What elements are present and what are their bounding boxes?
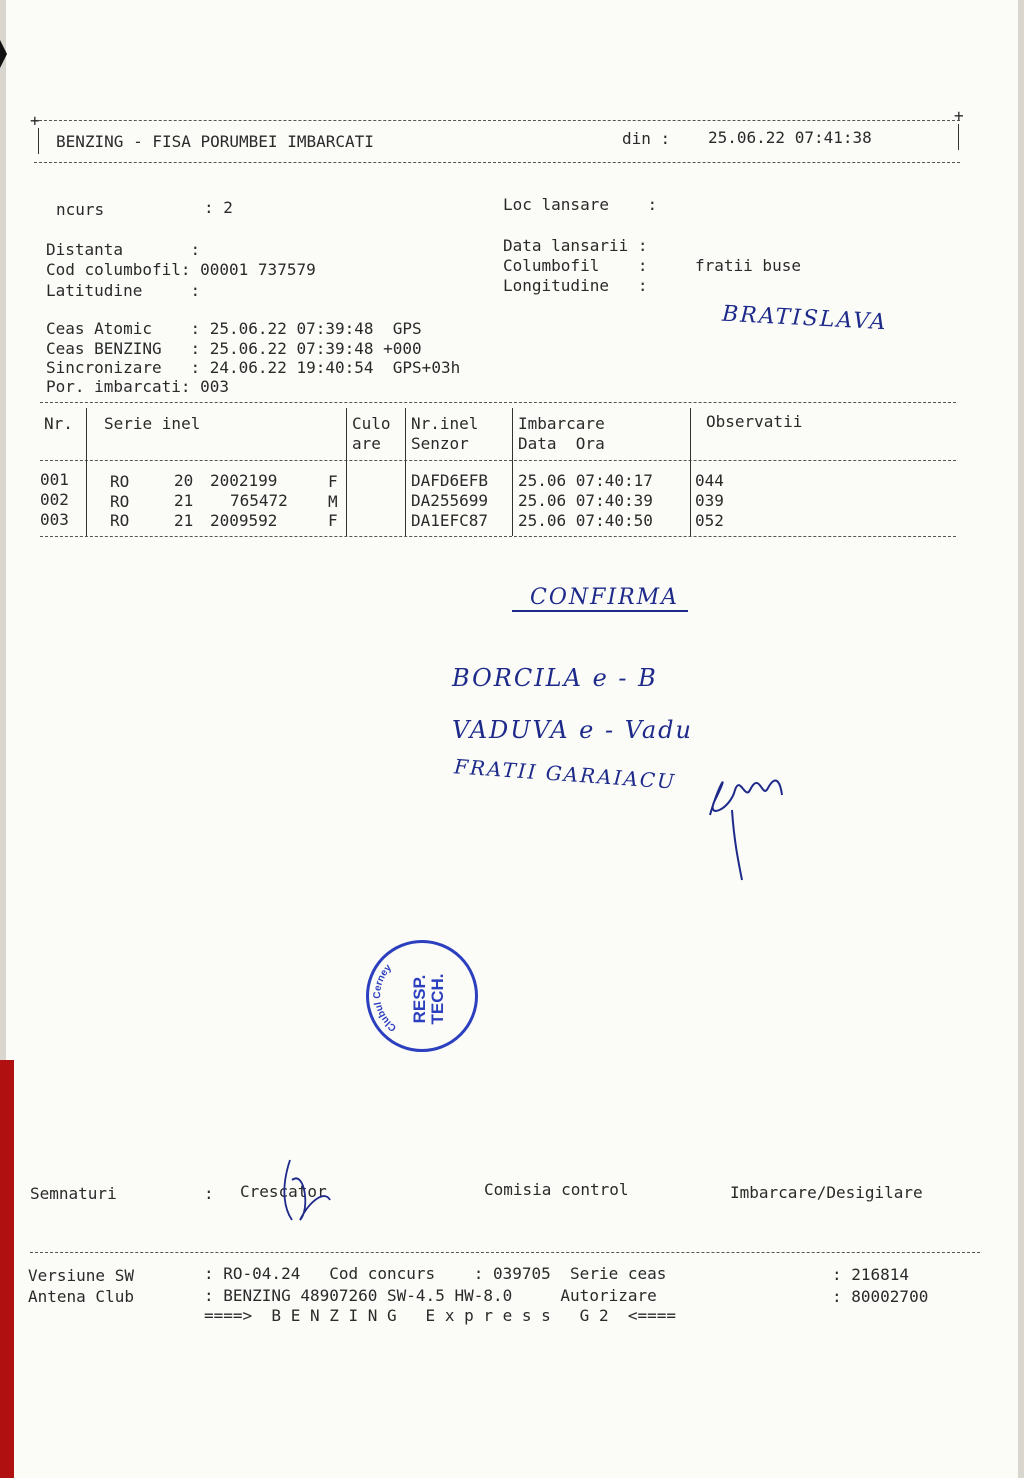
col-header-imbarcare-1: Imbarcare bbox=[518, 414, 605, 433]
row-year: 21 bbox=[174, 491, 194, 510]
longitudine-label: Longitudine : bbox=[503, 276, 648, 295]
club-stamp bbox=[366, 940, 478, 1052]
corner-mark bbox=[0, 40, 7, 68]
row-obs: 039 bbox=[695, 491, 724, 510]
row-country: RO bbox=[110, 511, 130, 530]
antena-label: Antena Club bbox=[28, 1287, 134, 1306]
antena-line: : BENZING 48907260 SW-4.5 HW-8.0 Autorizare bbox=[204, 1286, 657, 1305]
date-value: 25.06.22 07:41:38 bbox=[708, 128, 872, 147]
handwritten-confirm-title: CONFIRMA bbox=[530, 585, 680, 610]
concurs-label: ncurs bbox=[56, 200, 105, 219]
col-header-nrinel-1: Nr.inel bbox=[411, 414, 479, 433]
data-lansarii-label: Data lansarii : bbox=[503, 236, 648, 255]
col-sep-1 bbox=[86, 408, 87, 536]
document-title: BENZING - FISA PORUMBEI IMBARCATI bbox=[56, 132, 374, 151]
header-corner-tr: + bbox=[954, 106, 964, 125]
header-corner-tl: + bbox=[30, 111, 40, 130]
signatures-colon: : bbox=[204, 1184, 214, 1203]
stamp-center bbox=[411, 969, 447, 1029]
table-header-rule bbox=[40, 460, 956, 461]
concurs-value: : 2 bbox=[204, 198, 233, 217]
distanta-label: Distanta : bbox=[46, 240, 201, 259]
col-header-nr: Nr. bbox=[44, 414, 73, 433]
header-left-border bbox=[38, 128, 39, 154]
loc-lansare-label: Loc lansare : bbox=[503, 195, 658, 214]
comisia-label: Comisia control bbox=[484, 1180, 629, 1199]
col-header-observatii: Observatii bbox=[706, 412, 803, 431]
handwritten-location: BRATISLAVA bbox=[721, 301, 889, 336]
col-header-nrinel-2: Senzor bbox=[411, 434, 469, 453]
row-sensor: DAFD6EFB bbox=[411, 471, 489, 490]
table-bottom-rule bbox=[40, 536, 956, 537]
sincronizare: Sincronizare : 24.06.22 19:40:54 GPS+03h bbox=[46, 358, 461, 377]
imbarcare-label: Imbarcare/Desigilare bbox=[730, 1183, 923, 1202]
table-top-rule bbox=[40, 402, 956, 403]
col-sep-3 bbox=[405, 408, 406, 536]
red-background-strip bbox=[0, 1060, 14, 1478]
row-obs: 044 bbox=[695, 471, 724, 490]
row-datetime: 25.06 07:40:50 bbox=[518, 511, 653, 530]
row-sex: F bbox=[328, 472, 338, 491]
crescator-signature bbox=[270, 1150, 350, 1230]
row-nr: 003 bbox=[40, 510, 69, 529]
row-year: 21 bbox=[174, 511, 194, 530]
row-datetime: 25.06 07:40:17 bbox=[518, 471, 653, 490]
header-bottom-rule bbox=[34, 162, 960, 163]
row-ring: 765472 bbox=[230, 491, 288, 510]
stamp-line-1: RESP. bbox=[410, 974, 429, 1024]
svg-text:Clubul Cerney: Clubul Cerney bbox=[372, 962, 399, 1034]
row-nr: 001 bbox=[40, 470, 69, 489]
row-country: RO bbox=[110, 472, 130, 491]
ceas-benzing: Ceas BENZING : 25.06.22 07:39:48 +000 bbox=[46, 339, 422, 358]
row-sex: M bbox=[328, 492, 338, 511]
latitudine-label: Latitudine : bbox=[46, 281, 201, 300]
autorizare-value: : 80002700 bbox=[832, 1287, 929, 1306]
versiune-label: Versiune SW bbox=[28, 1266, 134, 1285]
col-sep-4 bbox=[512, 408, 513, 536]
versiune-line: : RO-04.24 Cod concurs : 039705 Serie ceas bbox=[204, 1264, 667, 1283]
col-header-culoare-1: Culo bbox=[352, 414, 391, 433]
row-ring: 2009592 bbox=[210, 511, 278, 530]
col-sep-5 bbox=[690, 408, 691, 536]
row-sensor: DA1EFC87 bbox=[411, 511, 489, 530]
row-country: RO bbox=[110, 492, 130, 511]
serie-ceas-value: : 216814 bbox=[832, 1265, 910, 1284]
confirm-underline bbox=[512, 610, 688, 612]
signatures-label: Semnaturi bbox=[30, 1184, 117, 1203]
benzing-express-banner: ====> B E N Z I N G E x p r e s s G 2 <==== bbox=[204, 1306, 677, 1325]
handwritten-line-3: FRATII GARAIACU bbox=[453, 754, 677, 794]
row-obs: 052 bbox=[695, 511, 724, 530]
handwritten-line-2: VADUVA e - Vadu bbox=[452, 716, 693, 744]
col-header-culoare-2: are bbox=[352, 434, 381, 453]
cod-columbofil: Cod columbofil: 00001 737579 bbox=[46, 260, 316, 279]
row-year: 20 bbox=[174, 471, 194, 490]
header-right-border bbox=[958, 124, 959, 150]
handwritten-signature bbox=[690, 760, 800, 890]
columbofil-label: Columbofil : bbox=[503, 256, 648, 275]
date-label: din : bbox=[622, 129, 671, 148]
stamp-line-2: TECH. bbox=[428, 973, 447, 1025]
por-imbarcati: Por. imbarcati: 003 bbox=[46, 377, 230, 396]
row-ring: 2002199 bbox=[210, 471, 278, 490]
col-header-serie: Serie inel bbox=[104, 414, 201, 433]
col-header-imbarcare-2: Data Ora bbox=[518, 434, 605, 453]
crescator-label: Crescator bbox=[240, 1182, 327, 1201]
footer-rule bbox=[30, 1252, 980, 1253]
row-nr: 002 bbox=[40, 490, 69, 509]
row-sensor: DA255699 bbox=[411, 491, 489, 510]
ceas-atomic: Ceas Atomic : 25.06.22 07:39:48 GPS bbox=[46, 319, 422, 338]
row-sex: F bbox=[328, 511, 338, 530]
col-sep-2 bbox=[346, 408, 347, 536]
header-top-rule bbox=[34, 120, 960, 121]
handwritten-line-1: BORCILA e - B bbox=[452, 664, 658, 692]
columbofil-value: fratii buse bbox=[695, 256, 801, 275]
row-datetime: 25.06 07:40:39 bbox=[518, 491, 653, 510]
